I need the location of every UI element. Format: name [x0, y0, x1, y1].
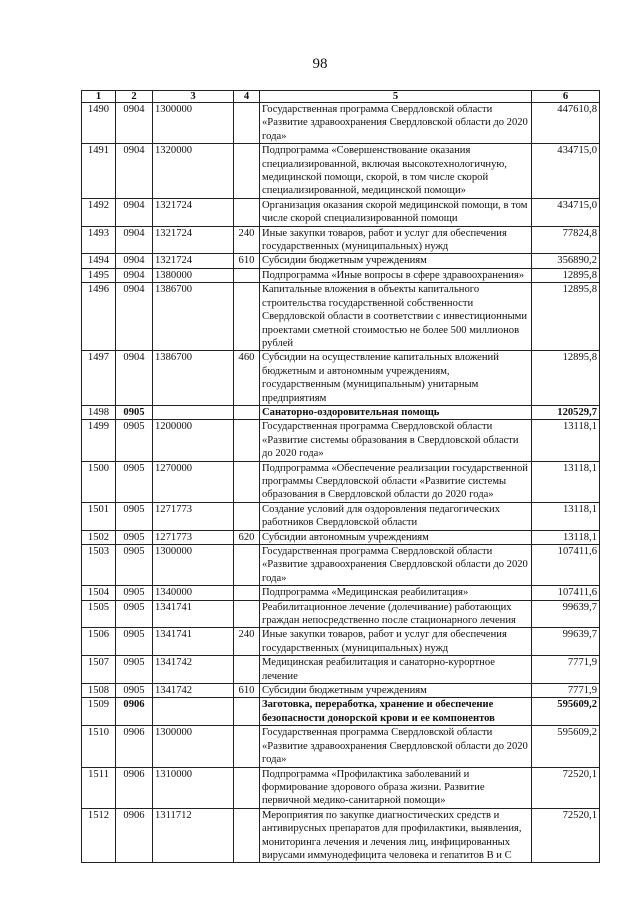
- row-number-cell: 1502: [82, 530, 116, 544]
- expense-type-cell: 620: [234, 530, 260, 544]
- expense-type-cell: [234, 420, 260, 461]
- section-code-cell: 0905: [116, 600, 153, 628]
- description-cell: Подпрограмма «Иные вопросы в сфере здравоохранения»: [260, 268, 532, 282]
- table-row: [82, 628, 600, 656]
- row-number-cell: 1509: [82, 698, 116, 726]
- table-row: [82, 656, 600, 684]
- expense-type-cell: [234, 461, 260, 502]
- row-number-cell: 1501: [82, 502, 116, 530]
- row-number-cell: 1504: [82, 586, 116, 600]
- table-row: [82, 586, 600, 600]
- row-number-cell: 1507: [82, 656, 116, 684]
- expense-type-cell: [234, 144, 260, 199]
- target-code-cell: 1386700: [153, 283, 234, 351]
- amount-cell: 595609,2: [532, 698, 600, 726]
- amount-cell: 13118,1: [532, 420, 600, 461]
- row-number-cell: 1510: [82, 726, 116, 767]
- section-code-cell: 0905: [116, 628, 153, 656]
- amount-cell: 12895,8: [532, 283, 600, 351]
- section-code-cell: 0904: [116, 283, 153, 351]
- table-row: [82, 254, 600, 268]
- table-row: [82, 767, 600, 808]
- target-code-cell: 1380000: [153, 268, 234, 282]
- section-code-cell: 0904: [116, 198, 153, 226]
- target-code-cell: [153, 405, 234, 419]
- target-code-cell: 1321724: [153, 226, 234, 254]
- description-cell: Подпрограмма «Обеспечение реализации государственной программы Свердловской области «Развитие системы образования в Свердловской области до 2020 года»: [260, 461, 532, 502]
- target-code-cell: 1386700: [153, 351, 234, 406]
- table-row: [82, 198, 600, 226]
- target-code-cell: 1321724: [153, 198, 234, 226]
- description-cell: Иные закупки товаров, работ и услуг для обеспечения государственных (муниципальных) нужд: [260, 226, 532, 254]
- table-row: [82, 545, 600, 586]
- row-number-cell: 1492: [82, 198, 116, 226]
- target-code-cell: 1341742: [153, 656, 234, 684]
- amount-cell: 12895,8: [532, 351, 600, 406]
- table-row: [82, 268, 600, 282]
- amount-cell: 107411,6: [532, 586, 600, 600]
- table-row: [82, 226, 600, 254]
- description-cell: Заготовка, переработка, хранение и обеспечение безопасности донорской крови и ее компонентов: [260, 698, 532, 726]
- target-code-cell: 1271773: [153, 502, 234, 530]
- section-code-cell: 0905: [116, 461, 153, 502]
- row-number-cell: 1496: [82, 283, 116, 351]
- expense-type-cell: [234, 198, 260, 226]
- row-number-cell: 1491: [82, 144, 116, 199]
- target-code-cell: 1270000: [153, 461, 234, 502]
- row-number-cell: 1498: [82, 405, 116, 419]
- section-code-cell: 0905: [116, 405, 153, 419]
- table-row: [82, 684, 600, 698]
- description-cell: Иные закупки товаров, работ и услуг для обеспечения государственных (муниципальных) нужд: [260, 628, 532, 656]
- section-code-cell: 0904: [116, 144, 153, 199]
- budget-table: [81, 90, 600, 863]
- expense-type-cell: 610: [234, 254, 260, 268]
- amount-cell: 77824,8: [532, 226, 600, 254]
- expense-type-cell: [234, 502, 260, 530]
- header-col-2: 2: [116, 91, 153, 103]
- table-row: [82, 698, 600, 726]
- expense-type-cell: [234, 283, 260, 351]
- table-body: [82, 103, 600, 863]
- amount-cell: 99639,7: [532, 600, 600, 628]
- row-number-cell: 1499: [82, 420, 116, 461]
- expense-type-cell: [234, 586, 260, 600]
- description-cell: Субсидии автономным учреждениям: [260, 530, 532, 544]
- target-code-cell: 1300000: [153, 545, 234, 586]
- expense-type-cell: [234, 767, 260, 808]
- target-code-cell: 1341741: [153, 600, 234, 628]
- target-code-cell: 1340000: [153, 586, 234, 600]
- row-number-cell: 1493: [82, 226, 116, 254]
- expense-type-cell: 610: [234, 684, 260, 698]
- header-col-5: 5: [260, 91, 532, 103]
- target-code-cell: 1300000: [153, 103, 234, 144]
- header-col-1: 1: [82, 91, 116, 103]
- description-cell: Медицинская реабилитация и санаторно-курортное лечение: [260, 656, 532, 684]
- section-code-cell: 0906: [116, 808, 153, 863]
- description-cell: Подпрограмма «Совершенствование оказания специализированной, включая высокотехнологичную, медицинской помощи, скорой, в том числе скорой специализированной, медицинской помощи»: [260, 144, 532, 199]
- amount-cell: 13118,1: [532, 461, 600, 502]
- section-code-cell: 0905: [116, 656, 153, 684]
- description-cell: Капитальные вложения в объекты капитального строительства государственной собственности Свердловской области в соответствии с инвестиционными проектами сметной стоимостью не более 500 миллионов рублей: [260, 283, 532, 351]
- target-code-cell: 1341742: [153, 684, 234, 698]
- target-code-cell: 1321724: [153, 254, 234, 268]
- target-code-cell: 1300000: [153, 726, 234, 767]
- row-number-cell: 1494: [82, 254, 116, 268]
- section-code-cell: 0904: [116, 254, 153, 268]
- row-number-cell: 1511: [82, 767, 116, 808]
- amount-cell: 7771,9: [532, 656, 600, 684]
- row-number-cell: 1500: [82, 461, 116, 502]
- amount-cell: 12895,8: [532, 268, 600, 282]
- section-code-cell: 0906: [116, 726, 153, 767]
- target-code-cell: 1341741: [153, 628, 234, 656]
- target-code-cell: 1200000: [153, 420, 234, 461]
- table-row: [82, 283, 600, 351]
- table-row: [82, 808, 600, 863]
- expense-type-cell: 240: [234, 226, 260, 254]
- row-number-cell: 1505: [82, 600, 116, 628]
- description-cell: Государственная программа Свердловской области «Развитие системы образования в Свердловской области до 2020 года»: [260, 420, 532, 461]
- section-code-cell: 0904: [116, 226, 153, 254]
- description-cell: Государственная программа Свердловской области «Развитие здравоохранения Свердловской области до 2020 года»: [260, 103, 532, 144]
- amount-cell: 107411,6: [532, 545, 600, 586]
- amount-cell: 72520,1: [532, 767, 600, 808]
- description-cell: Субсидии на осуществление капитальных вложений бюджетным и автономным учреждениям, государственным (муниципальным) унитарным предприятиям: [260, 351, 532, 406]
- description-cell: Санаторно-оздоровительная помощь: [260, 405, 532, 419]
- target-code-cell: 1310000: [153, 767, 234, 808]
- table-row: [82, 461, 600, 502]
- table-row: [82, 502, 600, 530]
- amount-cell: 7771,9: [532, 684, 600, 698]
- section-code-cell: 0905: [116, 684, 153, 698]
- amount-cell: 434715,0: [532, 144, 600, 199]
- table-row: [82, 405, 600, 419]
- description-cell: Создание условий для оздоровления педагогических работников Свердловской области: [260, 502, 532, 530]
- expense-type-cell: [234, 698, 260, 726]
- row-number-cell: 1503: [82, 545, 116, 586]
- row-number-cell: 1490: [82, 103, 116, 144]
- section-code-cell: 0906: [116, 698, 153, 726]
- amount-cell: 99639,7: [532, 628, 600, 656]
- table-row: [82, 600, 600, 628]
- table-row: [82, 726, 600, 767]
- expense-type-cell: 240: [234, 628, 260, 656]
- amount-cell: 434715,0: [532, 198, 600, 226]
- expense-type-cell: [234, 545, 260, 586]
- table-row: [82, 144, 600, 199]
- description-cell: Реабилитационное лечение (долечивание) работающих граждан непосредственно после стационарного лечения: [260, 600, 532, 628]
- amount-cell: 13118,1: [532, 502, 600, 530]
- section-code-cell: 0905: [116, 586, 153, 600]
- row-number-cell: 1512: [82, 808, 116, 863]
- description-cell: Государственная программа Свердловской области «Развитие здравоохранения Свердловской области до 2020 года»: [260, 545, 532, 586]
- expense-type-cell: [234, 808, 260, 863]
- description-cell: Государственная программа Свердловской области «Развитие здравоохранения Свердловской области до 2020 года»: [260, 726, 532, 767]
- expense-type-cell: [234, 656, 260, 684]
- section-code-cell: 0905: [116, 420, 153, 461]
- row-number-cell: 1495: [82, 268, 116, 282]
- section-code-cell: 0905: [116, 545, 153, 586]
- section-code-cell: 0904: [116, 351, 153, 406]
- table-header: [82, 91, 600, 103]
- description-cell: Подпрограмма «Медицинская реабилитация»: [260, 586, 532, 600]
- target-code-cell: 1311712: [153, 808, 234, 863]
- amount-cell: 356890,2: [532, 254, 600, 268]
- header-col-6: 6: [532, 91, 600, 103]
- amount-cell: 13118,1: [532, 530, 600, 544]
- amount-cell: 120529,7: [532, 405, 600, 419]
- expense-type-cell: 460: [234, 351, 260, 406]
- expense-type-cell: [234, 268, 260, 282]
- expense-type-cell: [234, 726, 260, 767]
- description-cell: Подпрограмма «Профилактика заболеваний и формирование здорового образа жизни. Развитие первичной медико-санитарной помощи»: [260, 767, 532, 808]
- section-code-cell: 0904: [116, 268, 153, 282]
- expense-type-cell: [234, 103, 260, 144]
- expense-type-cell: [234, 405, 260, 419]
- table-row: [82, 420, 600, 461]
- target-code-cell: [153, 698, 234, 726]
- row-number-cell: 1508: [82, 684, 116, 698]
- page-number: 98: [312, 56, 328, 72]
- table-row: [82, 530, 600, 544]
- target-code-cell: 1320000: [153, 144, 234, 199]
- amount-cell: 595609,2: [532, 726, 600, 767]
- header-col-4: 4: [234, 91, 260, 103]
- table-row: [82, 351, 600, 406]
- section-code-cell: 0904: [116, 103, 153, 144]
- expense-type-cell: [234, 600, 260, 628]
- description-cell: Организация оказания скорой медицинской помощи, в том числе скорой специализированной помощи: [260, 198, 532, 226]
- row-number-cell: 1506: [82, 628, 116, 656]
- description-cell: Мероприятия по закупке диагностических средств и антивирусных препаратов для профилактики, выявления, мониторинга лечения и лечения лиц, инфицированных вирусами иммунодефицита человека и гепатитов В и С: [260, 808, 532, 863]
- header-col-3: 3: [153, 91, 234, 103]
- section-code-cell: 0905: [116, 502, 153, 530]
- table-row: [82, 103, 600, 144]
- section-code-cell: 0905: [116, 530, 153, 544]
- amount-cell: 72520,1: [532, 808, 600, 863]
- amount-cell: 447610,8: [532, 103, 600, 144]
- description-cell: Субсидии бюджетным учреждениям: [260, 684, 532, 698]
- description-cell: Субсидии бюджетным учреждениям: [260, 254, 532, 268]
- section-code-cell: 0906: [116, 767, 153, 808]
- row-number-cell: 1497: [82, 351, 116, 406]
- target-code-cell: 1271773: [153, 530, 234, 544]
